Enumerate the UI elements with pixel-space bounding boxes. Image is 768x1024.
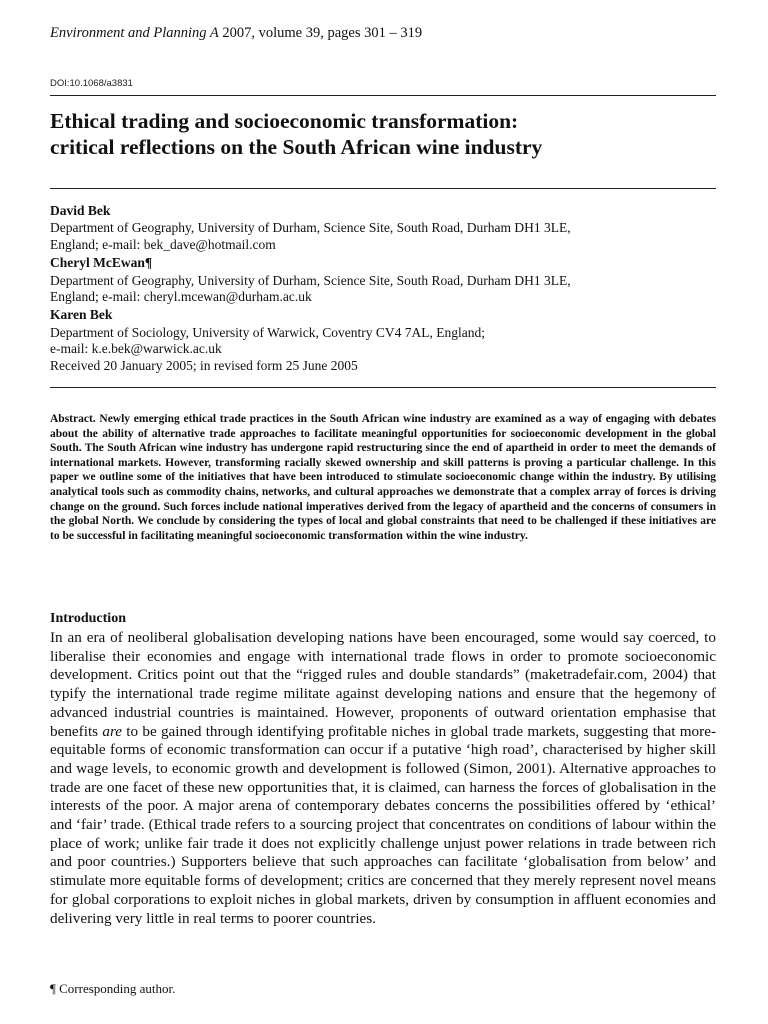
received-dates: Received 20 January 2005; in revised form 25 June 2005 bbox=[50, 357, 358, 373]
journal-name: Environment and Planning A bbox=[50, 25, 219, 41]
top-divider bbox=[50, 95, 716, 96]
article-title bbox=[50, 108, 542, 160]
affiliation-line: Department of Geography, University of Durham, Science Site, South Road, Durham DH1 3LE, bbox=[50, 272, 571, 288]
abstract bbox=[50, 412, 716, 543]
author-name: David Bek bbox=[50, 203, 111, 218]
affiliation-line: England; e-mail: cheryl.mcewan@durham.ac.uk bbox=[50, 289, 312, 305]
author-affiliation bbox=[50, 220, 716, 253]
affiliation-line: Department of Sociology, University of Warwick, Coventry CV4 7AL, England; bbox=[50, 324, 485, 340]
journal-citation bbox=[50, 25, 422, 42]
introduction-paragraph bbox=[50, 629, 716, 928]
abstract-divider bbox=[50, 387, 716, 388]
author-block bbox=[50, 203, 716, 374]
affiliation-line: Department of Geography, University of Durham, Science Site, South Road, Durham DH1 3LE, bbox=[50, 220, 571, 236]
affiliation-line: e-mail: k.e.bek@warwick.ac.uk bbox=[50, 341, 222, 357]
author-name: Cheryl McEwan¶ bbox=[50, 255, 153, 271]
section-heading-introduction: Introduction bbox=[50, 611, 126, 626]
author-name: Karen Bek bbox=[50, 307, 113, 323]
paragraph-text: to be gained through identifying profitable niches in global trade markets, suggesting that more-equitable forms of economic transformation can occur if a putative ‘high road’, characterised by higher skill and wage levels, to economic growth and development is followed (Simon, 2001). Alternative approaches to trade are one facet of these new opportunities that, it is claimed, can harness the forces of globalisation in the interests of the poor. A major arena of contemporary debates concerns the possibilities offered by ‘ethical’ and ‘fair’ trade. (Ethical trade refers to a sourcing project that concentrates on conditions of labour within the place of work; unlike fair trade it does not explicitly challenge unjust power relations in trade between rich and poor countries.) Supporters believe that such approaches can facilitate ‘globalisation from below’ and stimulate more equitable forms of development; critics are concerned that they merely represent novel means for global corporations to exploit niches in global markets, driven by consumption in affluent economies and delivering very little in real terms to poorer countries. bbox=[50, 722, 716, 927]
emphasis-text: are bbox=[102, 722, 123, 740]
paragraph-text: In an era of neoliberal globalisation developing nations have been encouraged, some would say coerced, to liberalise their economies and engage with international trade flows in order to promote socioeconomic development. Critics point out that the “rigged rules and double standards” (maketradefair.com, 2004) that typify the international trade regime militate against developing nations and ensure that the hegemony of advanced industrial countries is maintained. However, proponents of outward orientation emphasise that benefits bbox=[50, 629, 716, 740]
author-affiliation bbox=[50, 273, 716, 306]
title-line-2: critical reflections on the South African wine industry bbox=[50, 135, 543, 159]
author-affiliation bbox=[50, 325, 716, 358]
abstract-label: Abstract. bbox=[50, 413, 96, 425]
journal-details: 2007, volume 39, pages 301 – 319 bbox=[218, 25, 423, 41]
abstract-text: Newly emerging ethical trade practices in the South African wine industry are examined as a way of engaging with debates about the ability of alternative trade approaches to facilitate meaningful opportunities for socioeconomic development in the global South. The South African wine industry has undergone rapid restructuring since the end of apartheid in order to meet the demands of international markets. However, transforming racially skewed ownership and skill patterns is proving a particular challenge. In this paper we outline some of the initiatives that have been introduced to stimulate socioeconomic change within the industry. By utilising analytical tools such as commodity chains, networks, and cultural approaches we demonstrate that a complex array of forces is driving change on the ground. Such forces include national imperatives derived from the legacy of apartheid and the concerns of consumers in the global North. We conclude by considering the types of local and global constraints that need to be challenged if these initiatives are to be successful in facilitating meaningful socioeconomic transformation within the wine industry. bbox=[50, 413, 716, 542]
title-divider bbox=[50, 188, 716, 189]
doi: DOI:10.1068/a3831 bbox=[50, 78, 133, 89]
title-line-1: Ethical trading and socioeconomic transformation: bbox=[50, 109, 519, 133]
footnote: ¶ Corresponding author. bbox=[50, 981, 176, 996]
affiliation-line: England; e-mail: bek_dave@hotmail.com bbox=[50, 236, 276, 252]
